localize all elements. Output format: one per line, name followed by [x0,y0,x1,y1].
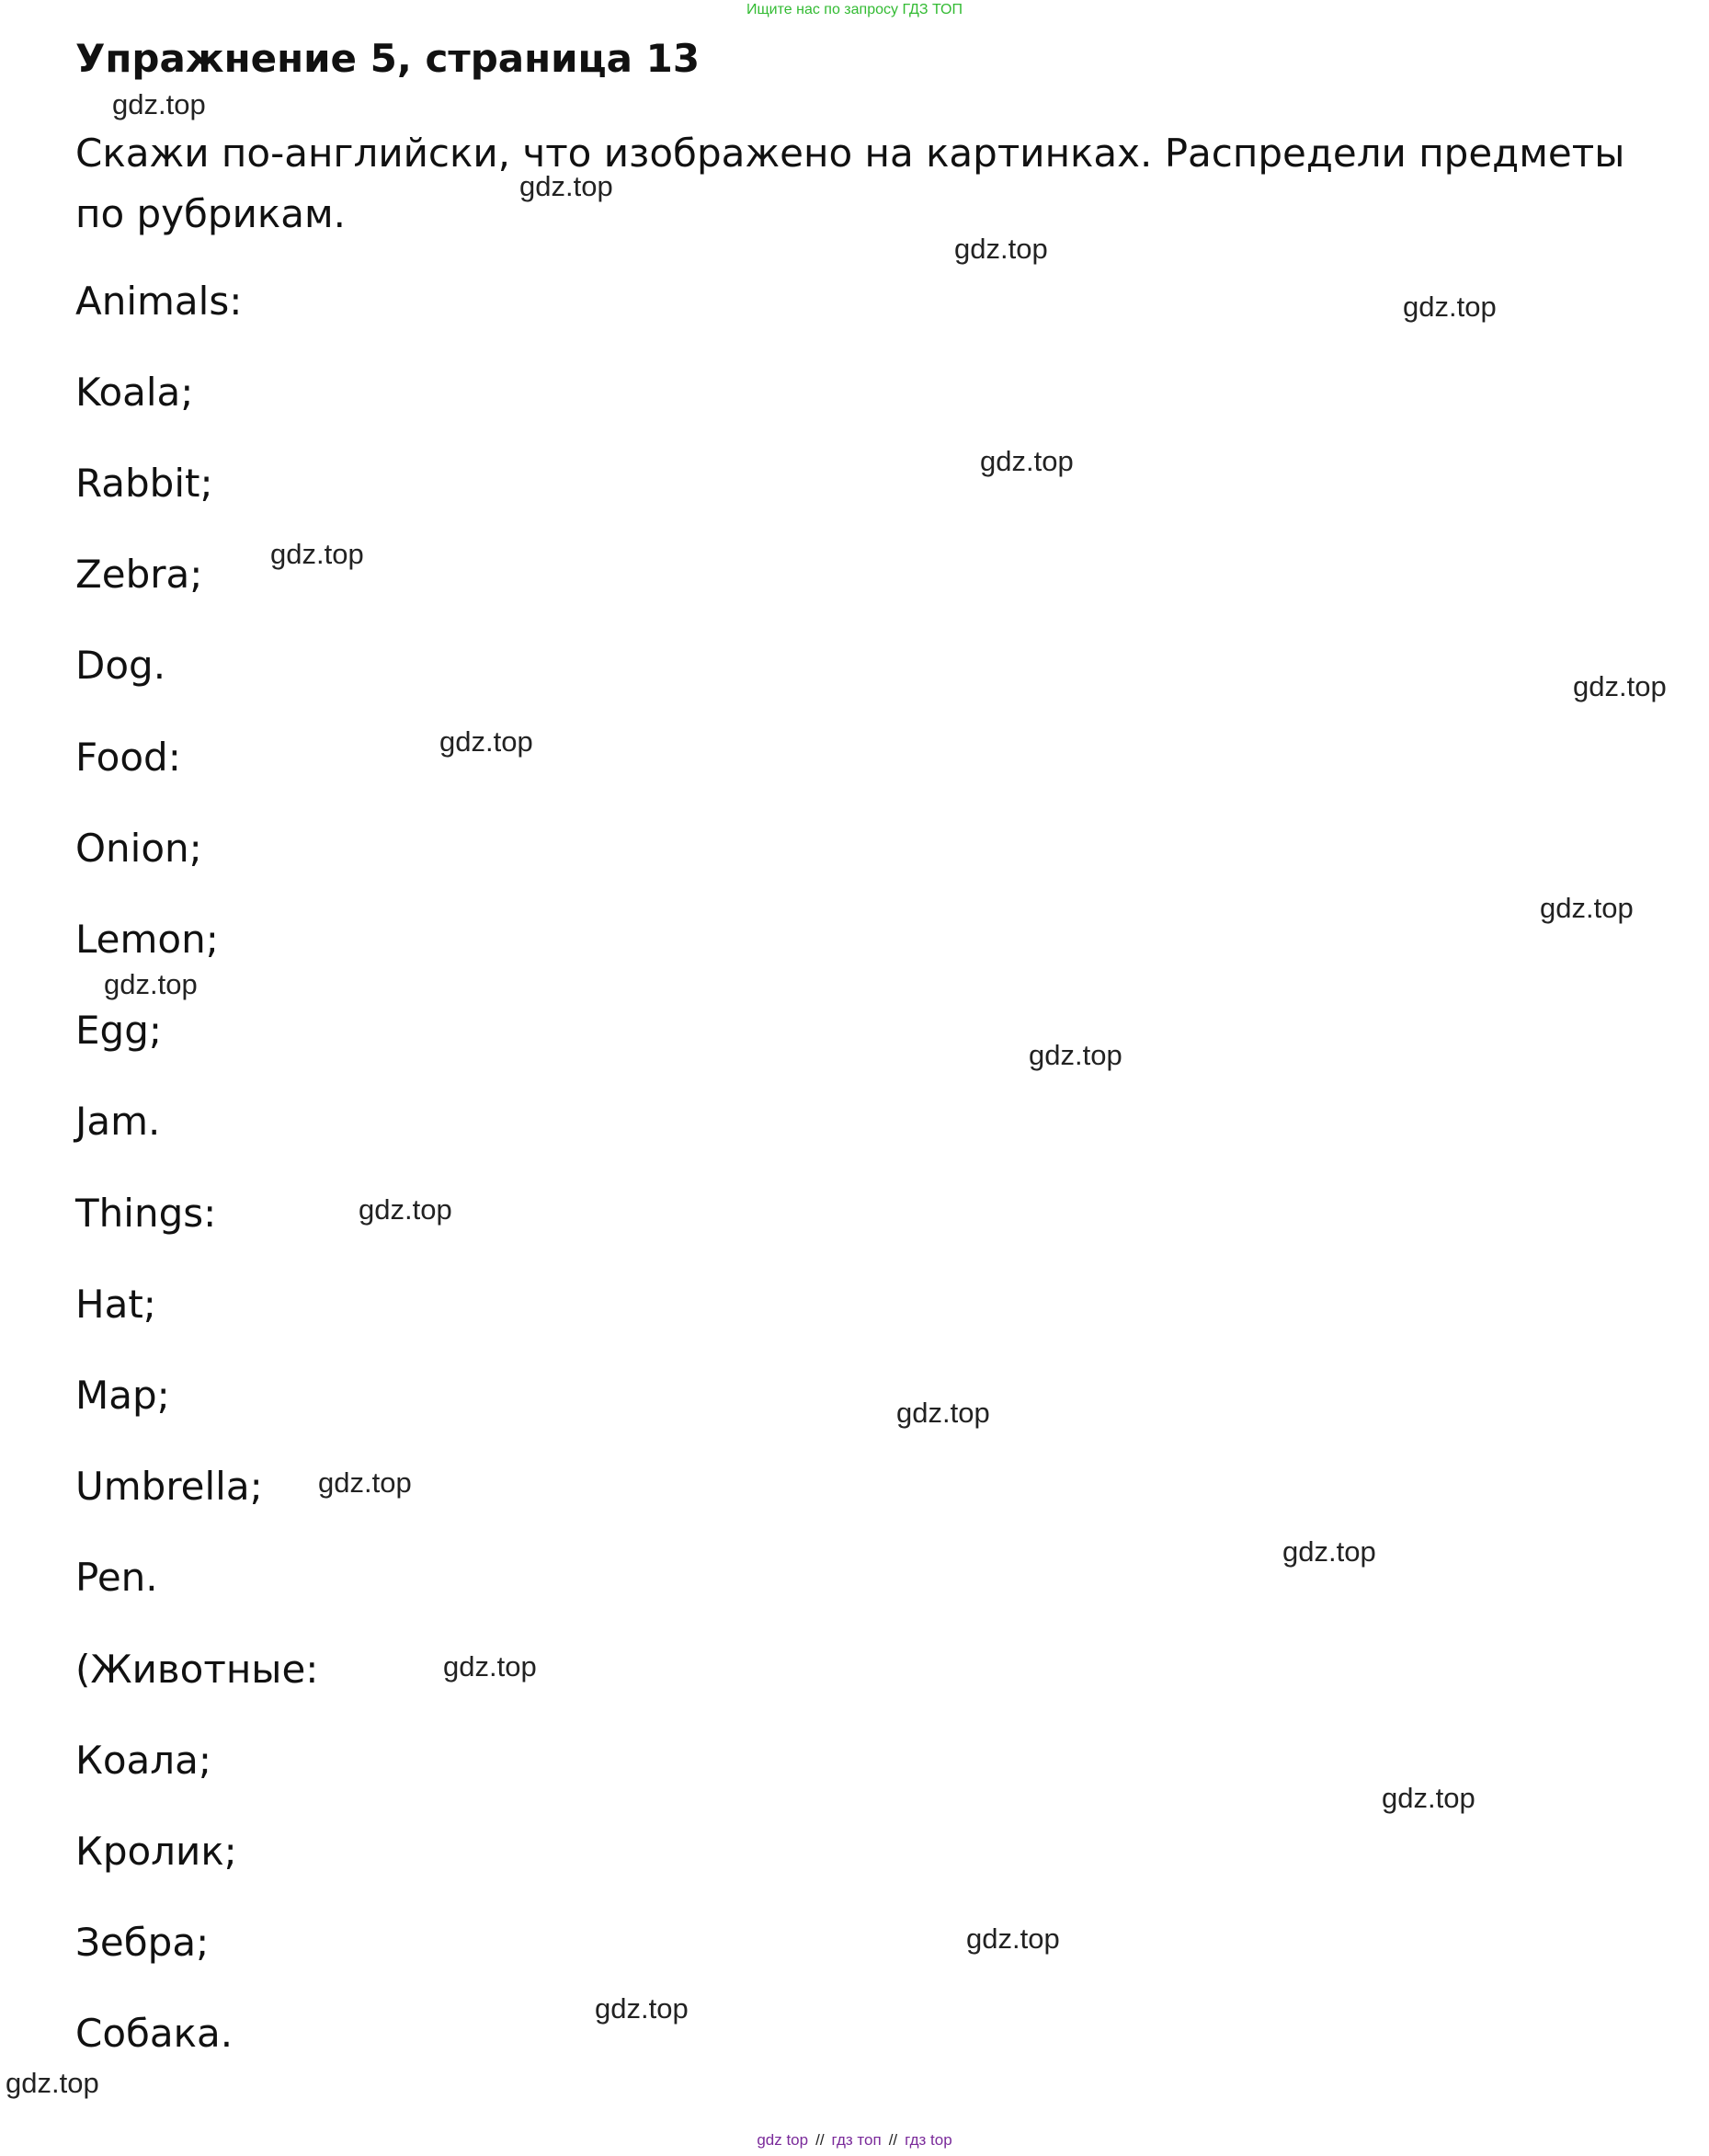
footer-separator: // [888,2131,898,2149]
page-title: Упражнение 5, страница 13 [75,36,701,81]
watermark: gdz.top [270,538,364,570]
watermark: gdz.top [519,170,613,202]
watermark: gdz.top [359,1193,452,1226]
exercise-instruction: Скажи по-английски, что изображено на картинках. Распредели предметы по рубрикам. [75,131,1625,236]
watermark: gdz.top [1403,291,1497,323]
answer-line: Map; [75,1373,170,1418]
answer-line: Lemon; [75,917,219,962]
answer-line: Jam. [75,1099,161,1144]
watermark: gdz.top [1029,1039,1122,1071]
watermark: gdz.top [1282,1535,1376,1568]
answer-line: Zebra; [75,552,203,597]
watermark: gdz.top [1540,892,1634,924]
footer-link-gdz-top-ru[interactable]: гдз топ [831,2131,882,2149]
answer-line: Зебра; [75,1920,210,1965]
watermark: gdz.top [1573,670,1667,702]
answer-line: Egg; [75,1008,163,1053]
answer-line: Animals: [75,279,243,324]
answer-line: Кролик; [75,1829,237,1874]
answer-line: Food: [75,735,181,780]
answer-line: Коала; [75,1738,211,1783]
footer-link-gdz-top-mixed[interactable]: гдз top [905,2131,952,2149]
answer-line: Things: [75,1191,217,1236]
answer-line: Собака. [75,2011,234,2056]
answer-line: Hat; [75,1282,156,1327]
watermark: gdz.top [896,1397,990,1429]
watermark: gdz.top [1382,1782,1475,1814]
watermark: gdz.top [104,968,198,1000]
watermark: gdz.top [980,445,1074,477]
watermark: gdz.top [443,1650,537,1683]
watermark: gdz.top [318,1466,412,1499]
watermark: gdz.top [595,1992,689,2025]
footer-links [0,2129,1709,2151]
watermark: gdz.top [112,88,206,120]
watermark: gdz.top [439,725,533,758]
answer-line: Onion; [75,826,202,871]
watermark: gdz.top [954,233,1048,265]
footer-separator: // [815,2131,825,2149]
answer-line: Umbrella; [75,1464,263,1509]
answer-line: Pen. [75,1555,158,1600]
watermark: gdz.top [966,1922,1060,1955]
watermark: gdz.top [6,2067,99,2099]
top-banner[interactable]: Ищите нас по запросу ГДЗ ТОП [746,2,963,17]
answer-line: Rabbit; [75,461,213,506]
answer-line: Koala; [75,370,194,415]
answer-line: Dog. [75,643,166,688]
answer-line: (Животные: [75,1647,319,1692]
footer-link-gdz-top[interactable]: gdz top [757,2131,809,2149]
